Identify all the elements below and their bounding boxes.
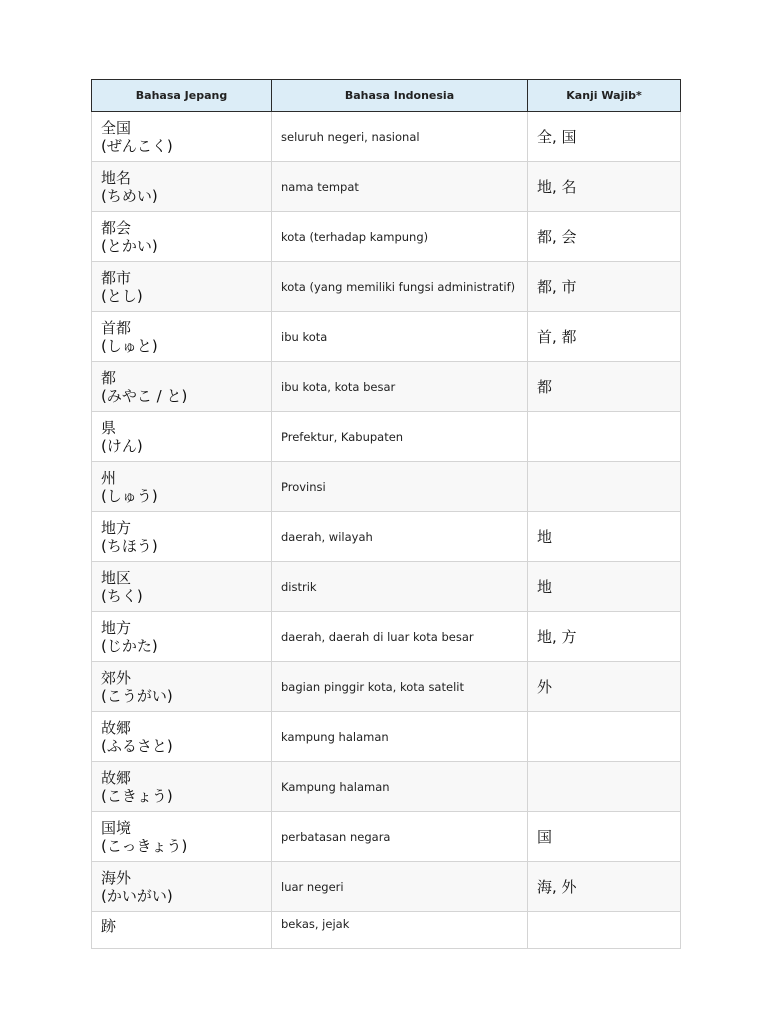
- japanese-reading: (とかい): [101, 236, 158, 255]
- japanese-word: 故郷: [101, 768, 132, 787]
- japanese-cell: [92, 462, 272, 512]
- japanese-word: 海外: [101, 868, 132, 887]
- table-row: [92, 862, 681, 912]
- japanese-reading: (みやこ / と): [101, 386, 188, 405]
- meaning-cell: kota (terhadap kampung): [272, 212, 528, 262]
- kanji-cell: [528, 412, 681, 462]
- meaning-cell: ibu kota: [272, 312, 528, 362]
- table-row: [92, 612, 681, 662]
- table-row: [92, 362, 681, 412]
- kanji-cell: 地: [528, 512, 681, 562]
- japanese-cell: [92, 712, 272, 762]
- japanese-cell: [92, 412, 272, 462]
- japanese-word: 地名: [101, 168, 132, 187]
- meaning-cell: bekas, jejak: [272, 912, 528, 949]
- japanese-word: 国境: [101, 818, 132, 837]
- japanese-reading: (こうがい): [101, 686, 173, 705]
- kanji-cell: 全, 国: [528, 112, 681, 162]
- kanji-cell: 都: [528, 362, 681, 412]
- japanese-cell: [92, 562, 272, 612]
- japanese-word: 地方: [101, 518, 132, 537]
- table-row: [92, 312, 681, 362]
- table-row: [92, 112, 681, 162]
- kanji-cell: [528, 762, 681, 812]
- table-row: [92, 212, 681, 262]
- japanese-reading: (しゅと): [101, 336, 158, 355]
- meaning-cell: daerah, daerah di luar kota besar: [272, 612, 528, 662]
- header-kanji: Kanji Wajib*: [528, 80, 681, 112]
- japanese-word: 都会: [101, 218, 132, 237]
- japanese-cell: [92, 512, 272, 562]
- meaning-cell: kampung halaman: [272, 712, 528, 762]
- meaning-cell: seluruh negeri, nasional: [272, 112, 528, 162]
- kanji-cell: 地, 方: [528, 612, 681, 662]
- japanese-cell: [92, 862, 272, 912]
- japanese-word: 全国: [101, 118, 132, 137]
- japanese-reading: (かいがい): [101, 886, 173, 905]
- header-indonesian: Bahasa Indonesia: [272, 80, 528, 112]
- table-row: [92, 462, 681, 512]
- table-row: [92, 412, 681, 462]
- kanji-cell: [528, 912, 681, 949]
- japanese-cell: [92, 912, 272, 949]
- japanese-cell: [92, 362, 272, 412]
- kanji-cell: 都, 会: [528, 212, 681, 262]
- japanese-word: 首都: [101, 318, 132, 337]
- japanese-word: 都: [101, 368, 117, 387]
- japanese-cell: [92, 212, 272, 262]
- meaning-cell: daerah, wilayah: [272, 512, 528, 562]
- meaning-cell: ibu kota, kota besar: [272, 362, 528, 412]
- japanese-reading: (ふるさと): [101, 736, 173, 755]
- meaning-cell: Prefektur, Kabupaten: [272, 412, 528, 462]
- meaning-cell: luar negeri: [272, 862, 528, 912]
- kanji-cell: 国: [528, 812, 681, 862]
- japanese-reading: (ちく): [101, 586, 143, 605]
- kanji-cell: 都, 市: [528, 262, 681, 312]
- japanese-cell: [92, 112, 272, 162]
- japanese-cell: [92, 262, 272, 312]
- japanese-reading: (ちめい): [101, 186, 158, 205]
- japanese-word: 地方: [101, 618, 132, 637]
- kanji-cell: [528, 712, 681, 762]
- japanese-cell: [92, 312, 272, 362]
- japanese-word: 故郷: [101, 718, 132, 737]
- japanese-reading: (こきょう): [101, 786, 173, 805]
- table-row: [92, 762, 681, 812]
- japanese-reading: (ちほう): [101, 536, 158, 555]
- japanese-word: 州: [101, 468, 117, 487]
- japanese-cell: [92, 162, 272, 212]
- meaning-cell: perbatasan negara: [272, 812, 528, 862]
- japanese-cell: [92, 762, 272, 812]
- meaning-cell: Provinsi: [272, 462, 528, 512]
- japanese-cell: [92, 662, 272, 712]
- table-row: [92, 162, 681, 212]
- meaning-cell: distrik: [272, 562, 528, 612]
- meaning-cell: kota (yang memiliki fungsi administratif): [272, 262, 528, 312]
- vocabulary-table: [91, 79, 681, 949]
- japanese-reading: (じかた): [101, 636, 158, 655]
- table-header-row: [92, 80, 681, 112]
- header-japanese: Bahasa Jepang: [92, 80, 272, 112]
- table-row: [92, 562, 681, 612]
- japanese-word: 地区: [101, 568, 132, 587]
- meaning-cell: bagian pinggir kota, kota satelit: [272, 662, 528, 712]
- table-row: [92, 912, 681, 949]
- table-row: [92, 662, 681, 712]
- kanji-cell: 外: [528, 662, 681, 712]
- kanji-cell: [528, 462, 681, 512]
- japanese-reading: (とし): [101, 286, 143, 305]
- japanese-word: 跡: [101, 917, 117, 935]
- japanese-cell: [92, 812, 272, 862]
- japanese-cell: [92, 612, 272, 662]
- table-row: [92, 512, 681, 562]
- kanji-cell: 海, 外: [528, 862, 681, 912]
- japanese-word: 県: [101, 418, 117, 437]
- table-row: [92, 262, 681, 312]
- japanese-reading: (しゅう): [101, 486, 158, 505]
- kanji-cell: 地, 名: [528, 162, 681, 212]
- meaning-cell: Kampung halaman: [272, 762, 528, 812]
- japanese-word: 都市: [101, 268, 132, 287]
- table-row: [92, 712, 681, 762]
- japanese-word: 郊外: [101, 668, 132, 687]
- kanji-cell: 地: [528, 562, 681, 612]
- japanese-reading: (こっきょう): [101, 836, 188, 855]
- kanji-cell: 首, 都: [528, 312, 681, 362]
- table-row: [92, 812, 681, 862]
- meaning-cell: nama tempat: [272, 162, 528, 212]
- japanese-reading: (けん): [101, 436, 143, 455]
- japanese-reading: (ぜんこく): [101, 136, 173, 155]
